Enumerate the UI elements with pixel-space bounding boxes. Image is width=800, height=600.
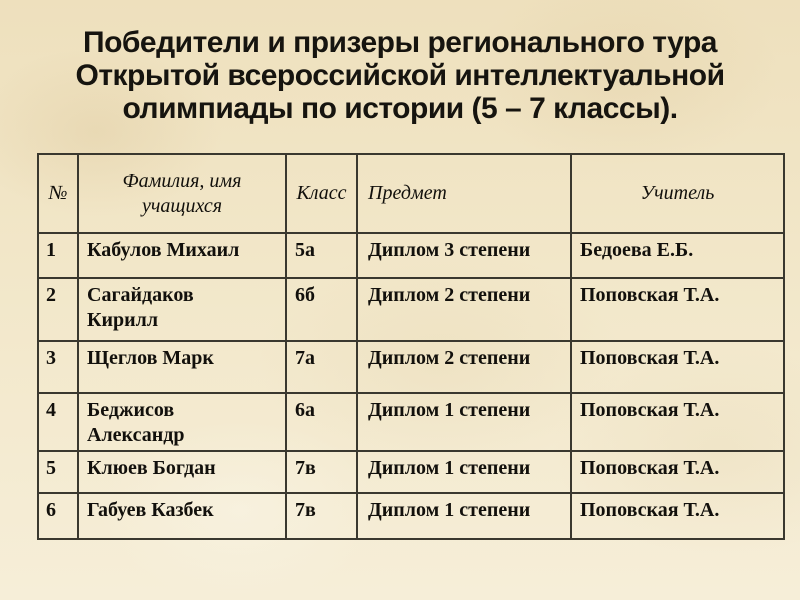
table-row-2 <box>38 278 784 341</box>
cell-name: Клюев Богдан <box>78 451 286 493</box>
col-header-num: № <box>38 154 78 233</box>
cell-num: 1 <box>38 233 78 278</box>
col-header-name-label: Фамилия, имя учащихся <box>122 169 242 217</box>
cell-subject: Диплом 1 степени <box>357 393 571 451</box>
col-header-subject: Предмет <box>357 154 571 233</box>
cell-teacher: Бедоева Е.Б. <box>571 233 784 278</box>
cell-subject: Диплом 2 степени <box>357 341 571 393</box>
cell-subject: Диплом 2 степени <box>357 278 571 341</box>
cell-num: 5 <box>38 451 78 493</box>
cell-class: 7в <box>286 493 357 539</box>
table-header-row <box>38 154 784 233</box>
table-row-6 <box>38 493 784 539</box>
cell-name: Габуев Казбек <box>78 493 286 539</box>
cell-name: Кабулов Михаил <box>78 233 286 278</box>
cell-class: 6а <box>286 393 357 451</box>
col-header-name <box>78 154 286 233</box>
cell-class: 6б <box>286 278 357 341</box>
cell-subject: Диплом 1 степени <box>357 451 571 493</box>
cell-num: 6 <box>38 493 78 539</box>
cell-class: 7в <box>286 451 357 493</box>
cell-subject: Диплом 3 степени <box>357 233 571 278</box>
cell-subject: Диплом 1 степени <box>357 493 571 539</box>
col-header-class: Класс <box>286 154 357 233</box>
table-row-1 <box>38 233 784 278</box>
title-line-2: Открытой всероссийской интеллектуальной <box>75 59 725 92</box>
title-line-3: олимпиады по истории (5 – 7 классы). <box>122 92 678 125</box>
cell-num: 4 <box>38 393 78 451</box>
title-line-1: Победители и призеры регионального тура <box>83 26 717 59</box>
cell-teacher: Поповская Т.А. <box>571 451 784 493</box>
slide-title <box>0 26 800 125</box>
cell-num: 2 <box>38 278 78 341</box>
cell-teacher: Поповская Т.А. <box>571 493 784 539</box>
cell-teacher: Поповская Т.А. <box>571 341 784 393</box>
cell-class: 7а <box>286 341 357 393</box>
col-header-teacher: Учитель <box>571 154 784 233</box>
results-table <box>37 153 785 540</box>
cell-name: Сагайдаков Кирилл <box>78 278 286 341</box>
cell-class: 5а <box>286 233 357 278</box>
table-row-4 <box>38 393 784 451</box>
cell-name: Щеглов Марк <box>78 341 286 393</box>
cell-teacher: Поповская Т.А. <box>571 393 784 451</box>
cell-num: 3 <box>38 341 78 393</box>
cell-teacher: Поповская Т.А. <box>571 278 784 341</box>
table-row-3 <box>38 341 784 393</box>
cell-name: Беджисов Александр <box>78 393 286 451</box>
table-row-5 <box>38 451 784 493</box>
